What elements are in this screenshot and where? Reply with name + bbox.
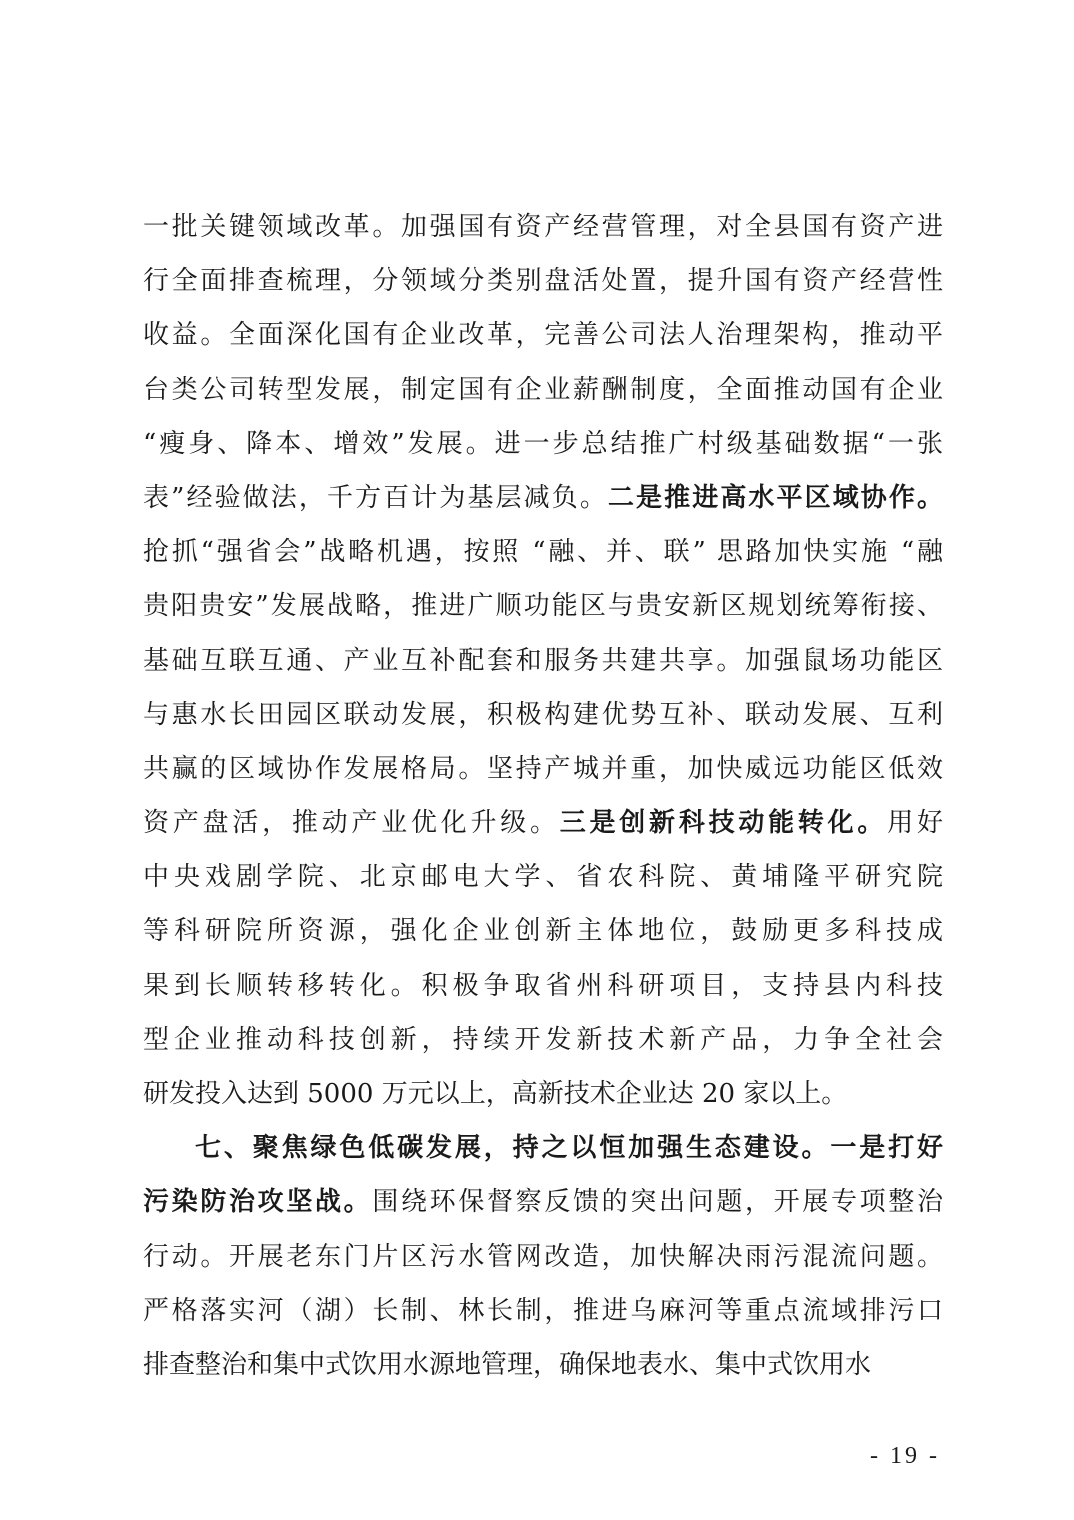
text-line: [143, 850, 943, 904]
paragraph-text: 研发投入达到 5000 万元以上，高新技术企业达 20 家以上。: [143, 1079, 848, 1109]
paragraph-text: 资产盘活，推动产业优化升级。: [143, 808, 560, 839]
bold-heading-text: 污染防治攻坚战。: [143, 1187, 373, 1218]
paragraph-text: 收益。全面深化国有企业改革，完善公司法人治理架构，推动平: [143, 320, 943, 351]
bold-heading-text: 七、聚焦绿色低碳发展，持之以恒加强生态建设。一是打好: [195, 1133, 943, 1164]
text-line: [143, 1338, 943, 1392]
paragraph-text: 围绕环保督察反馈的突出问题，开展专项整治: [372, 1187, 943, 1218]
text-line: [143, 1284, 943, 1338]
paragraph-text: 贵阳贵安”发展战略，推进广顺功能区与贵安新区规划统筹衔接、: [143, 591, 943, 622]
paragraph-text: 用好: [887, 808, 943, 839]
text-line: [143, 1175, 943, 1229]
text-line: [143, 1067, 943, 1121]
text-line: [143, 254, 943, 308]
bold-heading-text: 二是推进高水平区域协作。: [607, 482, 943, 513]
body-text: [143, 200, 943, 1392]
text-line: [143, 742, 943, 796]
text-line: [143, 579, 943, 633]
text-line: [143, 634, 943, 688]
text-line: [143, 363, 943, 417]
paragraph-text: 型企业推动科技创新，持续开发新技术新产品，力争全社会: [143, 1024, 943, 1055]
paragraph-text: 行动。开展老东门片区污水管网改造，加快解决雨污混流问题。: [143, 1241, 943, 1272]
paragraph-text: 果到长顺转移转化。积极争取省州科研项目，支持县内科技: [143, 970, 943, 1001]
bold-heading-text: 三是创新科技动能转化。: [559, 808, 888, 839]
text-line: [143, 308, 943, 362]
paragraph-text: 等科研院所资源，强化企业创新主体地位，鼓励更多科技成: [143, 916, 943, 947]
text-line: [143, 525, 943, 579]
text-line: [143, 796, 943, 850]
text-line: [143, 471, 943, 525]
paragraph-text: 与惠水长田园区联动发展，积极构建优势互补、联动发展、互利: [143, 699, 943, 730]
paragraph-text: 基础互联互通、产业互补配套和服务共建共享。加强鼠场功能区: [143, 645, 943, 676]
paragraph-text: 表”经验做法，千方百计为基层减负。: [143, 482, 608, 513]
text-line: [143, 959, 943, 1013]
text-line: [143, 417, 943, 471]
page-number: - 19 -: [870, 1443, 940, 1469]
text-line: [143, 1230, 943, 1284]
paragraph-text: “瘦身、降本、增效”发展。进一步总结推广村级基础数据“一张: [143, 428, 943, 459]
text-line: [143, 1121, 943, 1175]
paragraph-text: 排查整治和集中式饮用水源地管理，确保地表水、集中式饮用水: [143, 1349, 872, 1380]
paragraph-text: 行全面排查梳理，分领域分类别盘活处置，提升国有资产经营性: [143, 266, 943, 297]
paragraph-text: 严格落实河（湖）长制、林长制，推进乌麻河等重点流域排污口: [143, 1295, 943, 1326]
paragraph-text: 抢抓“强省会”战略机遇，按照 “融、并、联” 思路加快实施 “融: [143, 537, 943, 568]
text-line: [143, 688, 943, 742]
paragraph-text: 中央戏剧学院、北京邮电大学、省农科院、黄埔隆平研究院: [143, 862, 943, 893]
paragraph-text: 台类公司转型发展，制定国有企业薪酬制度，全面推动国有企业: [143, 374, 943, 405]
text-line: [143, 904, 943, 958]
text-line: [143, 1013, 943, 1067]
paragraph-text: 一批关键领域改革。加强国有资产经营管理，对全县国有资产进: [143, 212, 943, 242]
text-line: [143, 200, 943, 254]
paragraph-text: 共赢的区域协作发展格局。坚持产城并重，加快威远功能区低效: [143, 753, 943, 784]
